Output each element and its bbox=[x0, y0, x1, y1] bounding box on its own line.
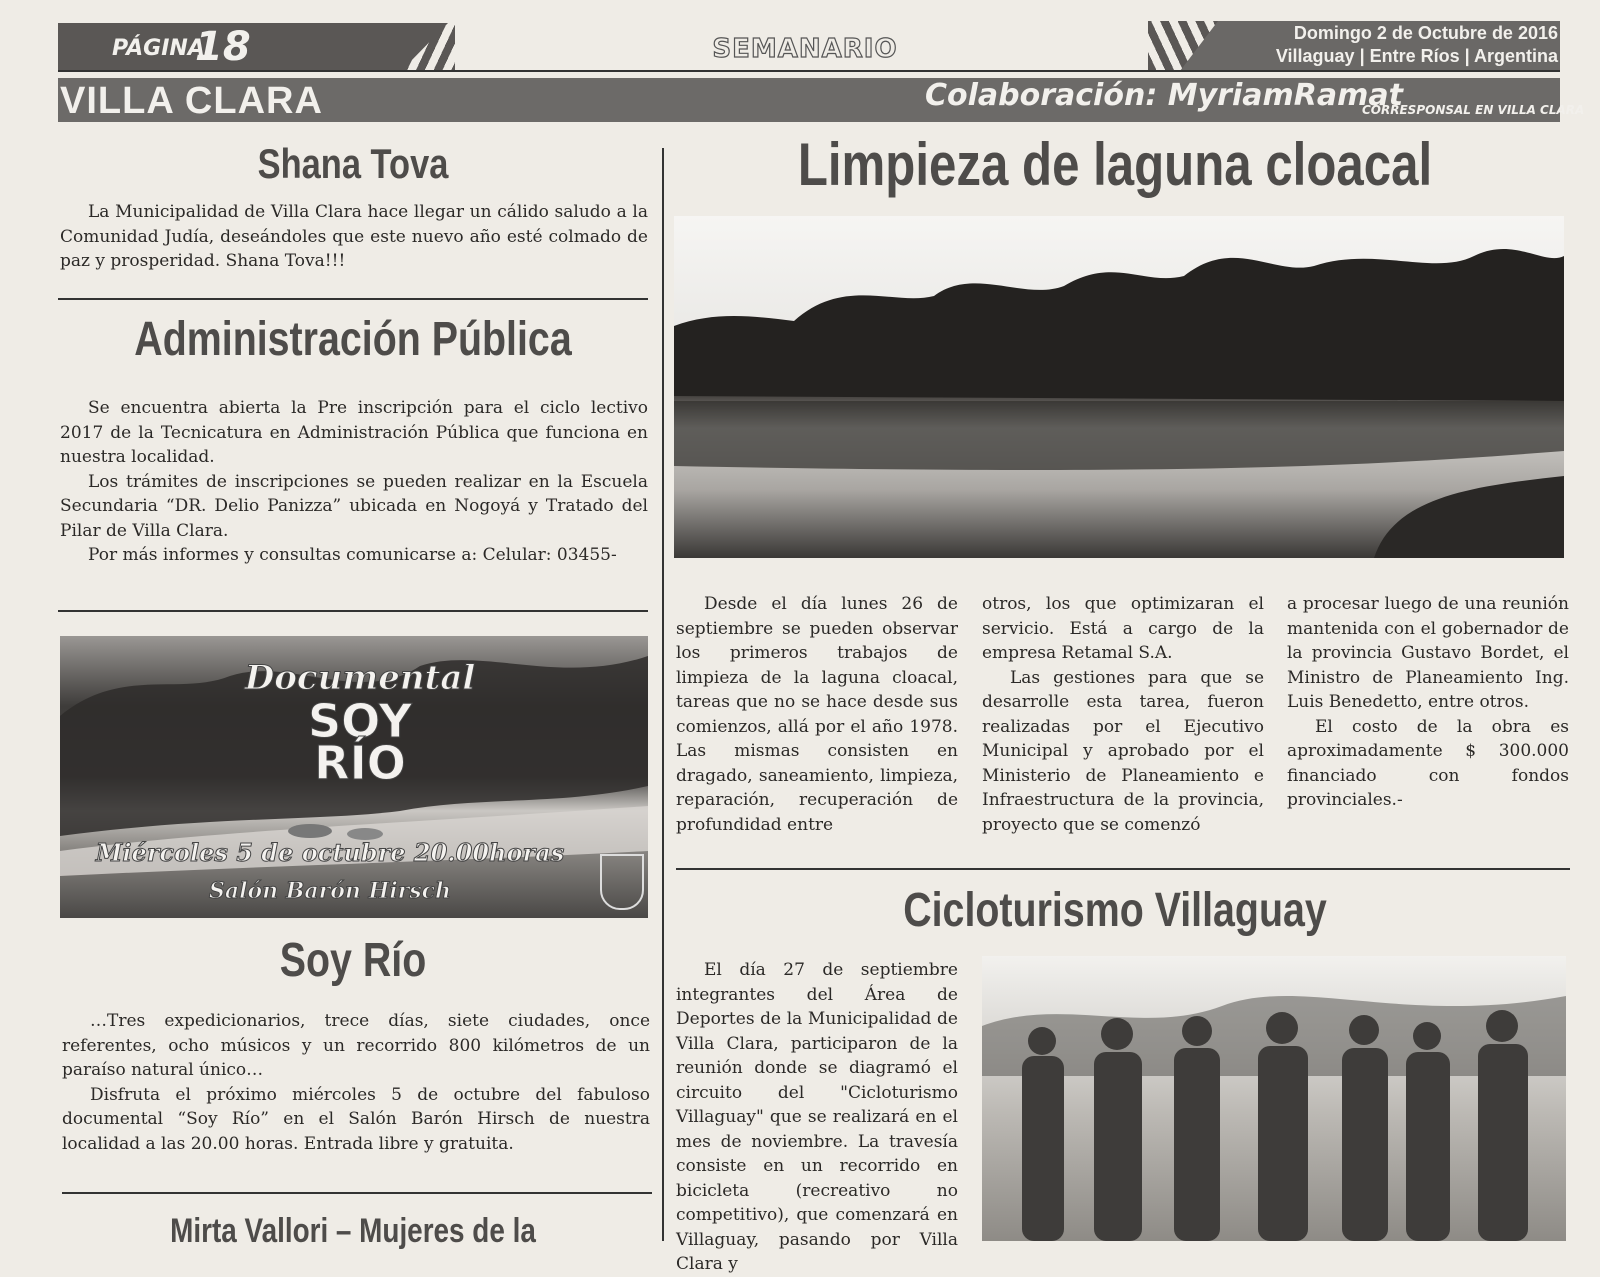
masthead: SEMANARIO bbox=[712, 34, 898, 64]
article-separator bbox=[58, 298, 648, 300]
collaboration-credit: Colaboración: MyriamRamat bbox=[925, 78, 1403, 113]
admin-title: Administración Pública bbox=[134, 313, 572, 366]
laguna-paragraph-5: El costo de la obra es aproximadamente $ 300.000 financiado con fondos provinciales.- bbox=[1287, 716, 1569, 810]
cycling-group-photo bbox=[982, 956, 1566, 1241]
page-label: PÁGINA bbox=[112, 36, 205, 61]
shana-title: Shana Tova bbox=[257, 140, 449, 187]
municipal-crest-icon bbox=[600, 854, 644, 910]
next-article-title: Mirta Vallori – Mujeres de la bbox=[170, 1212, 536, 1250]
laguna-paragraph-3: Las gestiones para que se desarrolle esta tarea, fueron realizadas por el Ejecutivo Municipal y aprobado por el Ministerio de Planeamiento e Infraestructura de la provincia, proyecto que se comenzó bbox=[982, 667, 1264, 835]
poster-line-3: RÍO bbox=[314, 736, 406, 790]
shana-paragraph: La Municipalidad de Villa Clara hace llegar un cálido saludo a la Comunidad Judía, deseándoles que este nuevo año esté colmado de paz y prosperidad. Shana Tova!!! bbox=[60, 202, 648, 271]
header-date-block bbox=[1190, 22, 1558, 68]
header-rule bbox=[58, 70, 1560, 72]
ciclo-column-1 bbox=[676, 958, 958, 1274]
article-separator bbox=[62, 1192, 652, 1194]
header-left-stripes bbox=[385, 23, 455, 71]
poster-line-2: SOY bbox=[308, 694, 412, 748]
lagoon-scene-graphic bbox=[674, 216, 1564, 558]
poster-venue: Salón Barón Hirsch bbox=[208, 878, 452, 904]
admin-paragraph-1: Se encuentra abierta la Pre inscripción para el ciclo lectivo 2017 de la Tecnicatura en Administración Pública que funciona en nuestra localidad. bbox=[60, 398, 648, 467]
article-separator bbox=[58, 610, 648, 612]
ciclo-paragraph-1: El día 27 de septiembre integrantes del Área de Deportes de la Municipalidad de Villa Clara, participaron de la reunión donde se diagramó el circuito del "Cicloturismo Villaguay" que se realizará en el mes de noviembre. La travesía consiste en un recorrido en bicicleta (recreativo no competitivo), que comenzará en Villaguay, pasando por Villa Clara y bbox=[676, 960, 958, 1274]
column-divider bbox=[662, 148, 664, 1241]
lagoon-photo bbox=[674, 216, 1564, 558]
laguna-title: Limpieza de laguna cloacal bbox=[797, 131, 1433, 198]
issue-location: Villaguay | Entre Ríos | Argentina bbox=[1275, 46, 1558, 66]
laguna-column-3 bbox=[1287, 592, 1569, 813]
article-separator bbox=[676, 868, 1570, 870]
page-number: 18 bbox=[195, 24, 251, 70]
laguna-paragraph-4: a procesar luego de una reunión mantenida con el gobernador de la provincia Gustavo Bordet, el Ministro de Planeamiento Ing. Luis Benedetto, entre otros. bbox=[1287, 594, 1569, 712]
poster-date: Miércoles 5 de octubre 20.00horas bbox=[95, 838, 565, 867]
laguna-paragraph-1: Desde el día lunes 26 de septiembre se pueden observar los primeros trabajos de limpieza de la laguna cloacal, tareas que no se hace desde sus comienzos, allá por el año 1978. Las mismas consisten en dragado, saneamiento, limpieza, reparación, recuperación de profundidad entre bbox=[676, 594, 958, 835]
shana-body bbox=[60, 200, 648, 274]
poster-line-1: Documental bbox=[244, 658, 476, 698]
issue-date: Domingo 2 de Octubre de 2016 bbox=[1293, 23, 1558, 43]
soyrio-paragraph-1: …Tres expedicionarios, trece días, siete ciudades, once referentes, ocho músicos y un recorrido 800 kilómetros de un paraíso natural único… bbox=[62, 1011, 650, 1080]
admin-paragraph-3: Por más informes y consultas comunicarse a: Celular: 03455- bbox=[88, 545, 617, 565]
admin-paragraph-2: Los trámites de inscripciones se pueden realizar en la Escuela Secundaria “DR. Delio Panizza” ubicada en Nogoyá y Tratado del Pilar de Villa Clara. bbox=[60, 471, 648, 541]
soyrio-title: Soy Río bbox=[279, 934, 427, 987]
soyrio-body bbox=[62, 1009, 650, 1156]
section-title: VILLA CLARA bbox=[60, 80, 323, 122]
laguna-column-2 bbox=[982, 592, 1264, 837]
group-scene-graphic bbox=[982, 956, 1566, 1241]
documentary-poster bbox=[60, 636, 648, 918]
ciclo-title: Cicloturismo Villaguay bbox=[903, 884, 1327, 937]
laguna-paragraph-2: otros, los que optimizaran el servicio. Está a cargo de la empresa Retamal S.A. bbox=[982, 594, 1264, 663]
admin-body bbox=[60, 396, 648, 568]
correspondent-label: CORRESPONSAL EN VILLA CLARA bbox=[1362, 103, 1585, 117]
soyrio-paragraph-2: Disfruta el próximo miércoles 5 de octubre del fabuloso documental “Soy Río” en el Salón Barón Hirsch de nuestra localidad a las 20.00 horas. Entrada libre y gratuita. bbox=[62, 1084, 650, 1154]
laguna-column-1 bbox=[676, 592, 958, 837]
